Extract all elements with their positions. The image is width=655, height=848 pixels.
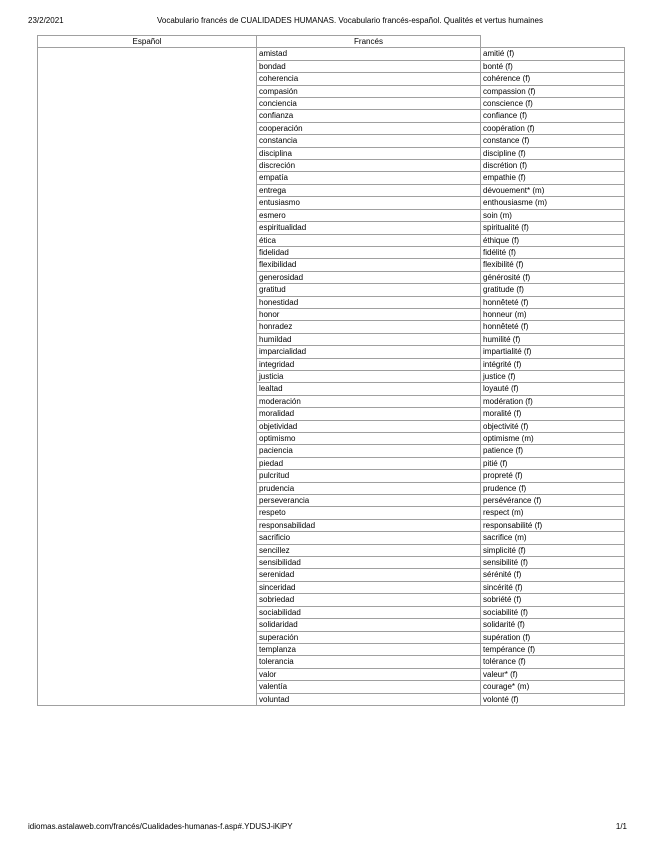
french-term: optimisme (m) (481, 433, 625, 445)
spanish-term: honradez (257, 321, 481, 333)
french-term: confiance (f) (481, 110, 625, 122)
french-term: soin (m) (481, 209, 625, 221)
column-header-french: Francés (257, 36, 481, 48)
vocabulary-table-body (38, 48, 625, 706)
spanish-term: objetividad (257, 420, 481, 432)
spanish-term: fidelidad (257, 246, 481, 258)
french-term: constance (f) (481, 135, 625, 147)
spanish-term: valor (257, 668, 481, 680)
french-term: tempérance (f) (481, 643, 625, 655)
spanish-term: bondad (257, 60, 481, 72)
french-term: supération (f) (481, 631, 625, 643)
french-term: patience (f) (481, 445, 625, 457)
table-header-row (38, 36, 625, 48)
french-term: persévérance (f) (481, 495, 625, 507)
spanish-term: empatía (257, 172, 481, 184)
french-term: fidélité (f) (481, 246, 625, 258)
page-url: idiomas.astalaweb.com/francés/Cualidades-humanas-f.asp#.YDUSJ-iKiPY (28, 822, 293, 831)
french-term: éthique (f) (481, 234, 625, 246)
french-term: justice (f) (481, 370, 625, 382)
french-term: enthousiasme (m) (481, 197, 625, 209)
column-header-spanish: Español (38, 36, 257, 48)
spanish-term: coherencia (257, 73, 481, 85)
french-term: sérénité (f) (481, 569, 625, 581)
spanish-term: flexibilidad (257, 259, 481, 271)
french-term: honneur (m) (481, 308, 625, 320)
french-term: volonté (f) (481, 693, 625, 705)
empty-spanish-column (38, 48, 257, 706)
spanish-term: disciplina (257, 147, 481, 159)
spanish-term: valentía (257, 681, 481, 693)
vocabulary-table (37, 35, 625, 706)
spanish-term: discreción (257, 160, 481, 172)
spanish-term: moderación (257, 395, 481, 407)
spanish-term: confianza (257, 110, 481, 122)
french-term: prudence (f) (481, 482, 625, 494)
spanish-term: tolerancia (257, 656, 481, 668)
spanish-term: entusiasmo (257, 197, 481, 209)
spanish-term: voluntad (257, 693, 481, 705)
spanish-term: templanza (257, 643, 481, 655)
french-term: impartialité (f) (481, 346, 625, 358)
spanish-term: piedad (257, 457, 481, 469)
spanish-term: solidaridad (257, 619, 481, 631)
french-term: honnêteté (f) (481, 296, 625, 308)
print-header (0, 14, 655, 28)
french-term: propreté (f) (481, 470, 625, 482)
french-term: compassion (f) (481, 85, 625, 97)
spanish-term: respeto (257, 507, 481, 519)
spanish-term: compasión (257, 85, 481, 97)
spanish-term: pulcritud (257, 470, 481, 482)
french-term: spiritualité (f) (481, 222, 625, 234)
table-row (38, 48, 625, 60)
french-term: sincérité (f) (481, 581, 625, 593)
french-term: modération (f) (481, 395, 625, 407)
spanish-term: humildad (257, 333, 481, 345)
french-term: empathie (f) (481, 172, 625, 184)
french-term: moralité (f) (481, 408, 625, 420)
french-term: coopération (f) (481, 122, 625, 134)
french-term: honnêteté (f) (481, 321, 625, 333)
french-term: flexibilité (f) (481, 259, 625, 271)
french-term: intégrité (f) (481, 358, 625, 370)
page-number: 1/1 (615, 822, 627, 831)
spanish-term: prudencia (257, 482, 481, 494)
french-term: sensibilité (f) (481, 557, 625, 569)
spanish-term: serenidad (257, 569, 481, 581)
spanish-term: conciencia (257, 98, 481, 110)
french-term: sobriété (f) (481, 594, 625, 606)
french-term: discrétion (f) (481, 160, 625, 172)
french-term: cohérence (f) (481, 73, 625, 85)
french-term: sociabilité (f) (481, 606, 625, 618)
french-term: courage* (m) (481, 681, 625, 693)
print-date: 23/2/2021 (28, 16, 64, 25)
french-term: conscience (f) (481, 98, 625, 110)
french-term: solidarité (f) (481, 619, 625, 631)
french-term: pitié (f) (481, 457, 625, 469)
spanish-term: amistad (257, 48, 481, 60)
spanish-term: lealtad (257, 383, 481, 395)
french-term: simplicité (f) (481, 544, 625, 556)
spanish-term: sacrificio (257, 532, 481, 544)
spanish-term: sociabilidad (257, 606, 481, 618)
spanish-term: espiritualidad (257, 222, 481, 234)
spanish-term: ética (257, 234, 481, 246)
column-header-empty (481, 36, 625, 48)
spanish-term: esmero (257, 209, 481, 221)
french-term: gratitude (f) (481, 284, 625, 296)
french-term: responsabilité (f) (481, 519, 625, 531)
spanish-term: superación (257, 631, 481, 643)
french-term: amitié (f) (481, 48, 625, 60)
spanish-term: imparcialidad (257, 346, 481, 358)
spanish-term: constancia (257, 135, 481, 147)
french-term: dévouement* (m) (481, 184, 625, 196)
spanish-term: honestidad (257, 296, 481, 308)
french-term: bonté (f) (481, 60, 625, 72)
french-term: loyauté (f) (481, 383, 625, 395)
french-term: sacrifice (m) (481, 532, 625, 544)
french-term: objectivité (f) (481, 420, 625, 432)
spanish-term: perseverancia (257, 495, 481, 507)
french-term: humilité (f) (481, 333, 625, 345)
print-footer (0, 820, 655, 834)
spanish-term: entrega (257, 184, 481, 196)
spanish-term: moralidad (257, 408, 481, 420)
spanish-term: sinceridad (257, 581, 481, 593)
spanish-term: gratitud (257, 284, 481, 296)
spanish-term: cooperación (257, 122, 481, 134)
spanish-term: sensibilidad (257, 557, 481, 569)
spanish-term: responsabilidad (257, 519, 481, 531)
french-term: tolérance (f) (481, 656, 625, 668)
spanish-term: paciencia (257, 445, 481, 457)
french-term: discipline (f) (481, 147, 625, 159)
french-term: respect (m) (481, 507, 625, 519)
spanish-term: optimismo (257, 433, 481, 445)
french-term: valeur* (f) (481, 668, 625, 680)
spanish-term: sencillez (257, 544, 481, 556)
spanish-term: generosidad (257, 271, 481, 283)
page-title: Vocabulario francés de CUALIDADES HUMANAS. Vocabulario francés-español. Qualités et vertus humaines (157, 16, 543, 25)
spanish-term: integridad (257, 358, 481, 370)
spanish-term: honor (257, 308, 481, 320)
spanish-term: sobriedad (257, 594, 481, 606)
spanish-term: justicia (257, 370, 481, 382)
french-term: générosité (f) (481, 271, 625, 283)
